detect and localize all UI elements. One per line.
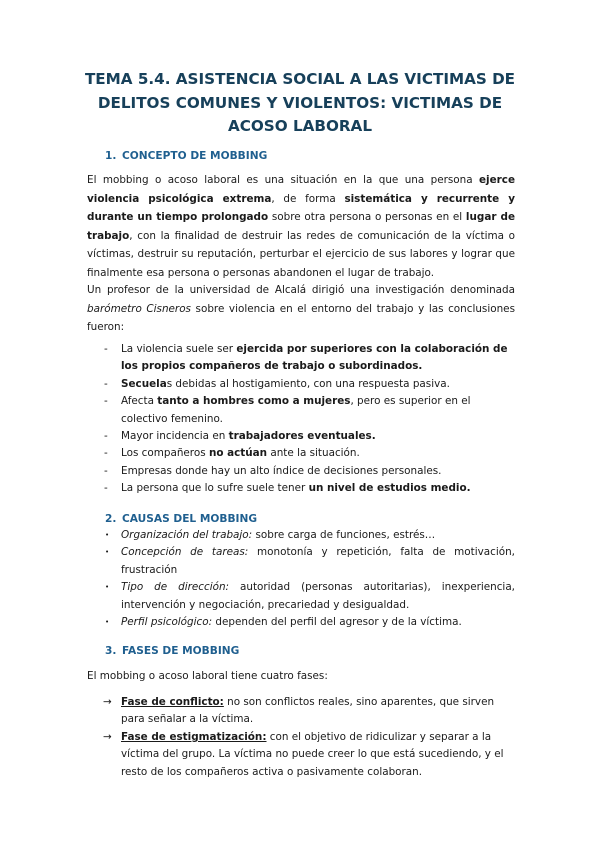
list-marker: • xyxy=(105,583,110,592)
list-item: - Mayor incidencia en trabajadores eventuales. xyxy=(0,428,515,445)
phases-list xyxy=(0,694,600,781)
section-heading-text: CONCEPTO DE MOBBING xyxy=(122,150,268,162)
list-item: - Empresas donde hay un alto índice de decisiones personales. xyxy=(0,463,515,480)
section-heading-fases xyxy=(105,644,239,658)
paragraph-phases-intro: El mobbing o acoso laboral tiene cuatro fases: xyxy=(87,670,328,682)
list-item: → Fase de estigmatización: con el objetivo de ridiculizar y separar a la víctima del grupo. La víctima no puede creer lo que está sucediendo, y el resto de los compañeros activa o pasivamente colaboran. xyxy=(103,730,504,778)
list-item: • Concepción de tareas: monotonía y repetición, falta de motivación, frustración xyxy=(105,546,515,576)
list-item: - Afecta tanto a hombres como a mujeres, pero es superior en el colectivo femenino. xyxy=(104,395,471,425)
list-item: - La persona que lo sufre suele tener un nivel de estudios medio. xyxy=(0,480,515,497)
list-marker: - xyxy=(104,377,108,390)
section-heading-causas xyxy=(105,512,257,526)
section-number: 2. xyxy=(105,513,117,525)
list-item: → Fase de conflicto: no son conflictos reales, sino aparentes, que sirven para señalar a la víctima. xyxy=(103,696,495,726)
section-heading-text: CAUSAS DEL MOBBING xyxy=(122,513,258,525)
list-marker: - xyxy=(104,343,108,355)
list-item: - La violencia suele ser ejercida por superiores con la colaboración de los propios compañeros de trabajo o subordinados. xyxy=(104,343,508,373)
section-heading-concepto xyxy=(105,149,267,163)
section-number: 1. xyxy=(105,150,117,162)
list-item: - Los compañeros no actúan ante la situación. xyxy=(0,445,515,462)
section-heading-text: FASES DE MOBBING xyxy=(122,645,240,657)
paragraph-definition: El mobbing o acoso laboral es una situación en la que una persona ejerce violencia psicológica extrema, de forma sistemática y recurrente y durante un tiempo prolongado sobre otra persona o personas en el lugar de trabajo, con la finalidad de destruir las redes de comunicación de la víctima o víctimas, destruir su reputación, perturbar el ejercicio de sus labores y lograr que finalmente esa persona o personas abandonen el lugar de trabajo. xyxy=(87,174,516,279)
paragraph-investigation: Un profesor de la universidad de Alcalá dirigió una investigación denominada barómetro Cisneros sobre violencia en el entorno del trabajo y las conclusiones fueron: xyxy=(87,284,515,333)
list-item: • Organización del trabajo: sobre carga de funciones, estrés… xyxy=(0,527,515,544)
list-marker: • xyxy=(105,618,110,627)
list-marker: - xyxy=(104,447,108,460)
list-marker: - xyxy=(104,464,108,477)
list-item: - Secuelas debidas al hostigamiento, con una respuesta pasiva. xyxy=(0,376,515,393)
list-marker: - xyxy=(104,482,108,495)
list-marker: → xyxy=(103,696,112,708)
conclusions-list xyxy=(0,341,600,498)
list-marker: • xyxy=(105,548,110,557)
causes-list xyxy=(0,527,600,631)
list-marker: → xyxy=(103,730,112,743)
list-item: • Tipo de dirección: autoridad (personas autoritarias), inexperiencia, intervención y negociación, precariedad y desigualdad. xyxy=(105,581,515,611)
list-marker: • xyxy=(105,531,110,539)
list-item: • Perfil psicológico: dependen del perfil del agresor y de la víctima. xyxy=(0,614,515,631)
list-marker: - xyxy=(104,430,108,443)
document-title: TEMA 5.4. ASISTENCIA SOCIAL A LAS VICTIMAS DE DELITOS COMUNES Y VIOLENTOS: VICTIMAS DE ACOSO LABORAL xyxy=(84,70,516,135)
section-number: 3. xyxy=(105,645,117,657)
list-marker: - xyxy=(104,395,108,408)
